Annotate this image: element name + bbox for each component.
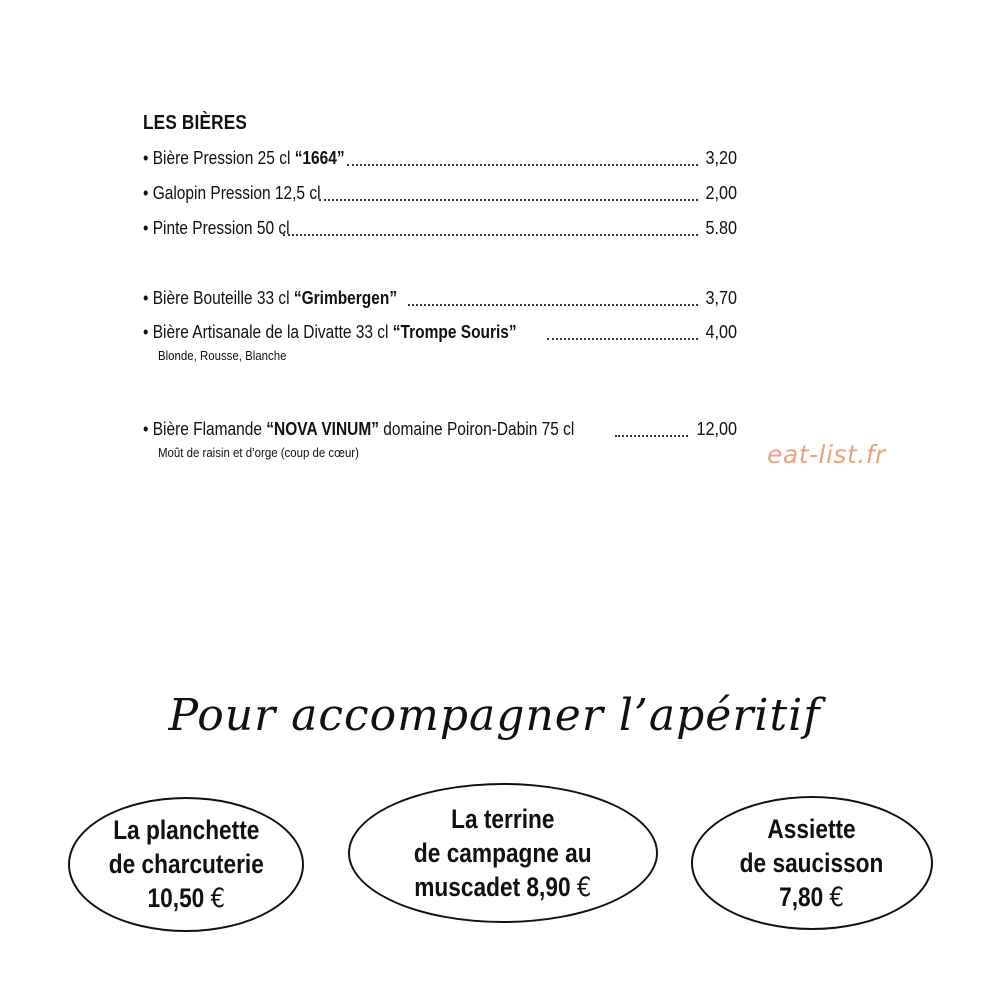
item-label: • Bière Artisanale de la Divatte 33 cl “Trompe Souris”: [143, 322, 517, 342]
dot-leader: [347, 164, 698, 166]
oval-price-line: [108, 881, 263, 916]
oval-line: Assiette: [767, 813, 857, 844]
item-price: 12,00: [696, 419, 737, 439]
menu-item: [143, 181, 737, 207]
item-price: 5.80: [705, 218, 737, 238]
oval-line: La terrine: [451, 803, 555, 834]
menu-item: [143, 286, 737, 312]
watermark: eat-list.fr: [767, 440, 886, 469]
aperitif-title: Pour accompagner l’apéritif: [168, 690, 821, 741]
oval-price: 7,80: [779, 881, 824, 912]
dot-leader: [319, 199, 698, 201]
item-label: • Bière Flamande “NOVA VINUM” domaine Poiron-Dabin 75 cl: [143, 419, 575, 439]
euro-sign: €: [577, 871, 592, 903]
dot-leader: [283, 234, 698, 236]
dot-leader: [615, 435, 688, 437]
oval-price-line: [414, 870, 592, 905]
item-price: 3,70: [705, 288, 737, 308]
dot-leader: [547, 338, 697, 340]
item-label: • Galopin Pression 12,5 cl: [143, 183, 321, 203]
menu-item: [143, 146, 737, 172]
oval-price: 10,50: [147, 883, 205, 913]
item-price: 2,00: [705, 183, 737, 203]
section-title: LES BIÈRES: [143, 112, 247, 134]
euro-sign: €: [210, 883, 225, 914]
oval-charcuterie: [68, 797, 304, 932]
oval-terrine: [348, 783, 658, 923]
item-label: • Bière Pression 25 cl “1664”: [143, 148, 345, 168]
dot-leader: [408, 304, 698, 306]
item-price: 3,20: [705, 148, 737, 168]
item-label: • Bière Bouteille 33 cl “Grimbergen”: [143, 288, 398, 308]
oval-line: de charcuterie: [108, 849, 264, 879]
menu-item: [143, 216, 737, 242]
oval-line: de saucisson: [740, 847, 884, 878]
oval-price-line: [740, 880, 884, 915]
oval-saucisson: [691, 796, 933, 930]
menu-item: [143, 417, 737, 460]
item-price: 4,00: [705, 322, 737, 342]
item-description: Moût de raisin et d’orge (coup de cœur): [158, 445, 359, 460]
item-label: • Pinte Pression 50 cl: [143, 218, 290, 238]
menu-item: [143, 320, 737, 363]
euro-sign: €: [830, 881, 845, 913]
item-description: Blonde, Rousse, Blanche: [158, 348, 287, 363]
oval-price: muscadet 8,90: [414, 871, 571, 902]
oval-line: de campagne au: [414, 837, 592, 868]
oval-line: La planchette: [112, 815, 260, 845]
